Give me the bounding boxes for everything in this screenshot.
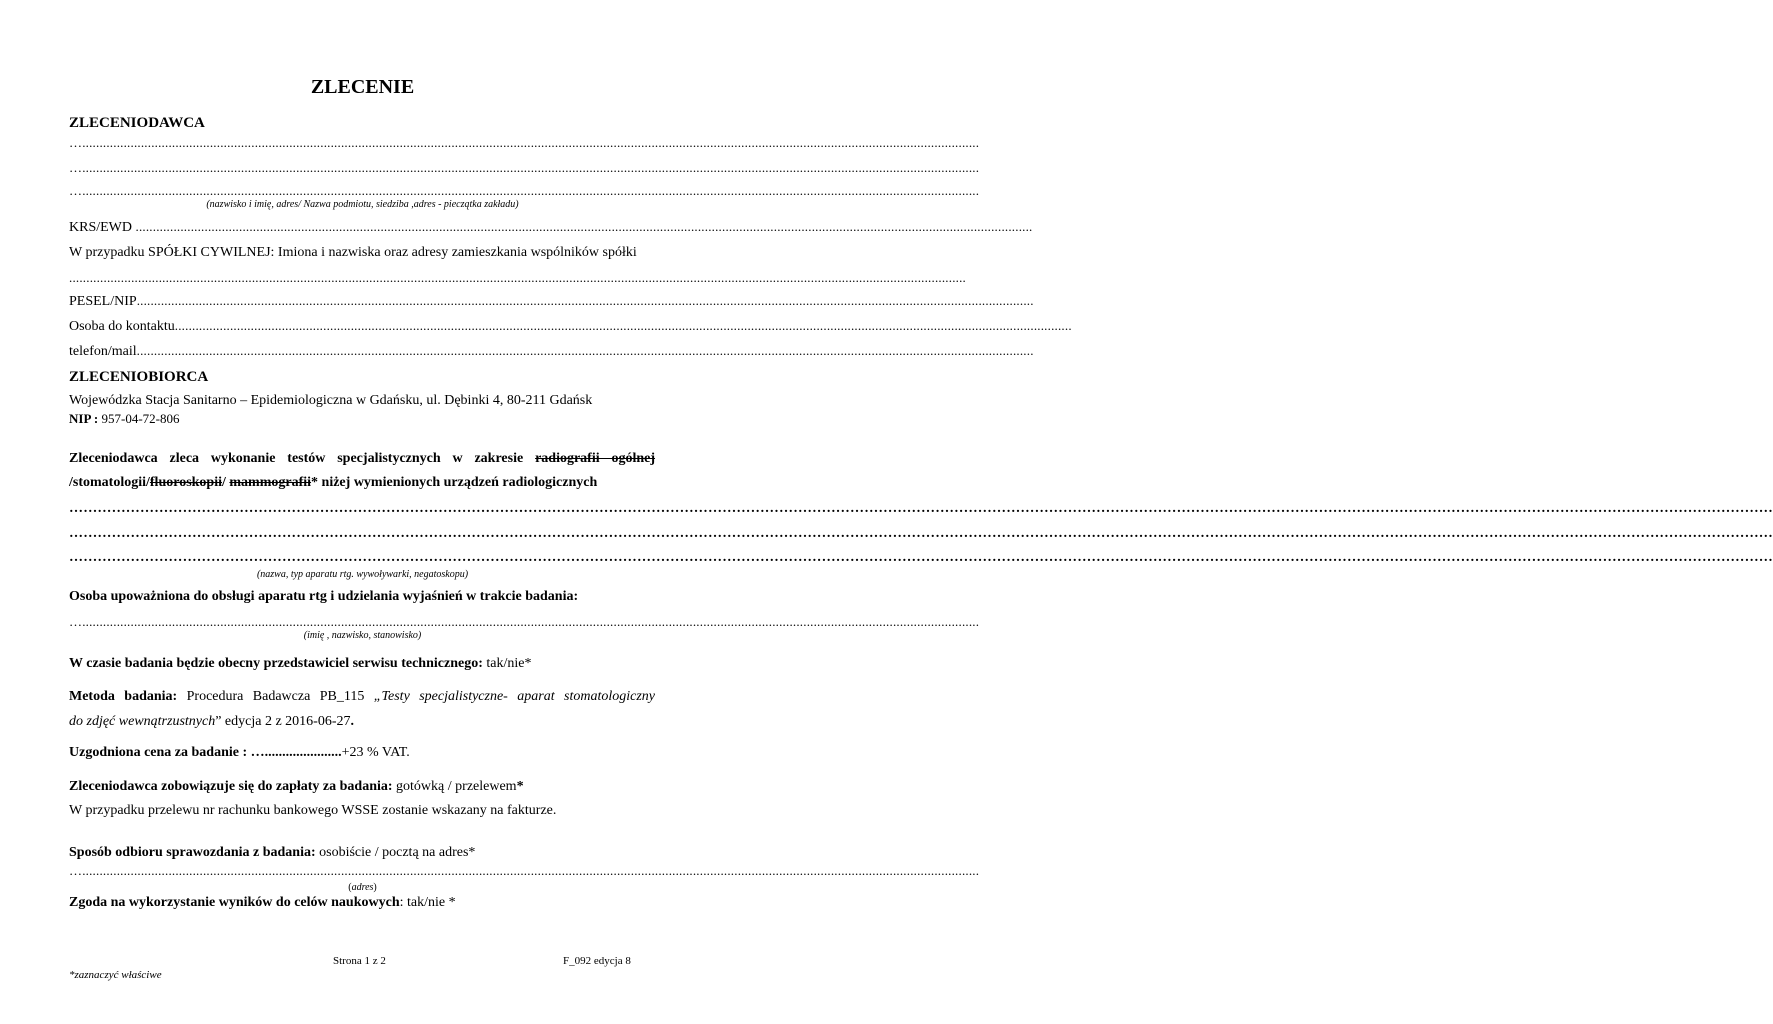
footer-note: *zaznaczyć właściwe — [69, 969, 162, 981]
nip-value: 957-04-72-806 — [101, 411, 180, 426]
dotted-fill: .................................................................................................................................................................................................................................................................... — [82, 863, 980, 878]
spolka-line[interactable] — [69, 270, 966, 286]
zleceniobiorca-heading: ZLECENIOBIORCA — [69, 369, 209, 385]
order-line-1 — [69, 451, 655, 467]
device-caption: (nazwa, typ aparatu rtg. wywoływarki, negatoskopu) — [256, 569, 469, 580]
nip-label: NIP : — [69, 411, 99, 426]
operator-line[interactable] — [69, 614, 980, 630]
zleceniodawca-caption: (nazwisko i imię, adres/ Nazwa podmiotu, siedziba ,adres - pieczątka zakładu) — [206, 199, 519, 210]
dotted-fill: ……………………………………………………………………………………………………………………………………………………………………………………………………………………………………………………………………………………………………………………………… — [69, 501, 1773, 516]
dotted-fill: .................................................................................................................................................................................................................................................................... — [82, 160, 980, 175]
order-line-2 — [69, 475, 597, 491]
line-prefix: … — [69, 135, 83, 150]
zleceniodawca-heading: ZLECENIODAWCA — [69, 115, 205, 131]
caption-text: adres — [351, 882, 374, 893]
pesel-label: PESEL/NIP — [69, 294, 137, 309]
consent-value[interactable]: : tak/nie * — [399, 895, 456, 910]
report-caption — [0, 882, 725, 893]
dotted-fill: .................................................................................................................................................................................................................................................................... — [82, 183, 980, 198]
report-address-line[interactable] — [69, 863, 980, 879]
krs-field[interactable] — [69, 219, 1033, 236]
form-id: F_092 edycja 8 — [563, 955, 631, 967]
method-text: Procedura Badawcza PB_115 — [177, 689, 374, 704]
line-prefix: … — [69, 183, 83, 198]
zleceniodawca-line-3[interactable] — [69, 183, 980, 199]
price-vat: +23 % VAT. — [341, 745, 410, 760]
order-strike-fluoroskopia: fluoroskopii — [149, 475, 222, 490]
dotted-fill: .................................................................................................................................................................................................................................................................... — [82, 135, 980, 150]
operator-heading: Osoba upoważniona do obsługi aparatu rtg i udzielania wyjaśnień w trakcie badania: — [69, 589, 579, 604]
payment-line — [69, 779, 524, 795]
dotted-fill: ……………………………………………………………………………………………………………………………………………………………………………………………………………………………………………………………………………………………………………………………… — [69, 550, 1773, 565]
payment-star: * — [516, 779, 524, 794]
method-title: „Testy specjalistyczne- aparat stomatologiczny — [373, 689, 655, 704]
kontakt-label: Osoba do kontaktu — [69, 319, 175, 334]
service-rep — [69, 656, 531, 672]
order-text-slash: / — [222, 475, 226, 490]
operator-caption: (imię , nazwisko, stanowisko) — [303, 630, 422, 641]
payment-note: W przypadku przelewu nr rachunku bankowego WSSE zostanie wskazany na fakturze. — [69, 803, 557, 818]
order-strike-radiografia: radiografii ogólnej — [535, 451, 656, 466]
dotted-fill: .................................................................................................................................................................................................................................................................... — [136, 293, 1034, 308]
dotted-fill: .................................................................................................................................................................................................................................................................... — [136, 343, 1034, 358]
dotted-fill: .................................................................................................................................................................................................................................................................... — [69, 270, 966, 285]
kontakt-field[interactable] — [69, 318, 1072, 335]
order-text-rest: * niżej wymienionych urządzeń radiologicznych — [311, 475, 598, 490]
spolka-text: W przypadku SPÓŁKI CYWILNEJ: Imiona i nazwiska oraz adresy zamieszkania wspólników spółki — [69, 245, 637, 260]
line-prefix: … — [69, 863, 83, 878]
method-period: . — [350, 714, 355, 729]
price-line[interactable] — [69, 745, 410, 761]
order-strike-mammografia: mammografii — [229, 475, 312, 490]
method-line-2 — [69, 714, 354, 730]
telefon-label: telefon/mail — [69, 344, 137, 359]
pesel-field[interactable] — [69, 293, 1034, 310]
consent-label: Zgoda na wykorzystanie wyników do celów naukowych — [69, 895, 400, 910]
report-label: Sposób odbioru sprawozdania z badania: — [69, 845, 316, 860]
zleceniodawca-line-2[interactable] — [69, 160, 980, 176]
dotted-fill: .................................................................................................................................................................................................................................................................... — [82, 614, 980, 629]
method-line-1 — [69, 689, 655, 705]
report-value[interactable]: osobiście / pocztą na adres* — [315, 845, 476, 860]
report-line — [69, 845, 475, 861]
zleceniobiorca-address: Wojewódzka Stacja Sanitarno – Epidemiologiczna w Gdańsku, ul. Dębinki 4, 80-211 Gdańsk — [69, 393, 593, 408]
payment-label: Zleceniodawca zobowiązuje się do zapłaty za badania: — [69, 779, 393, 794]
line-prefix: … — [69, 614, 83, 629]
method-edition: ” edycja 2 z 2016-06-27 — [215, 714, 351, 729]
price-label: Uzgodniona cena za badanie : …...................... — [69, 745, 342, 760]
order-text-stomatologia: /stomatologii/ — [69, 475, 150, 490]
caption-close: ) — [373, 882, 377, 893]
dotted-fill: ……………………………………………………………………………………………………………………………………………………………………………………………………………………………………………………………………………………………………………………………… — [69, 526, 1773, 541]
device-line-2[interactable] — [69, 526, 1773, 542]
page-number: Strona 1 z 2 — [333, 955, 386, 967]
order-text: Zleceniodawca zleca wykonanie testów specjalistycznych w zakresie — [69, 451, 524, 466]
service-rep-label: W czasie badania będzie obecny przedstawiciel serwisu technicznego: — [69, 656, 483, 671]
line-prefix: … — [69, 160, 83, 175]
device-line-3[interactable] — [69, 550, 1773, 566]
document-title: ZLECENIE — [310, 76, 415, 98]
dotted-fill: .................................................................................................................................................................................................................................................................... — [135, 219, 1033, 234]
zleceniobiorca-nip — [69, 411, 180, 427]
payment-value[interactable]: gotówką / przelewem — [392, 779, 517, 794]
method-label: Metoda badania: — [69, 689, 178, 704]
telefon-field[interactable] — [69, 343, 1034, 360]
device-line-1[interactable] — [69, 501, 1773, 517]
caption-open: ( — [348, 882, 352, 893]
method-title-cont: do zdjęć wewnątrzustnych — [69, 714, 216, 729]
krs-label: KRS/EWD — [69, 220, 132, 235]
consent-line — [69, 895, 456, 911]
zleceniodawca-line-1[interactable] — [69, 135, 980, 151]
service-rep-value[interactable]: tak/nie* — [482, 656, 532, 671]
dotted-fill: .................................................................................................................................................................................................................................................................... — [174, 318, 1072, 333]
